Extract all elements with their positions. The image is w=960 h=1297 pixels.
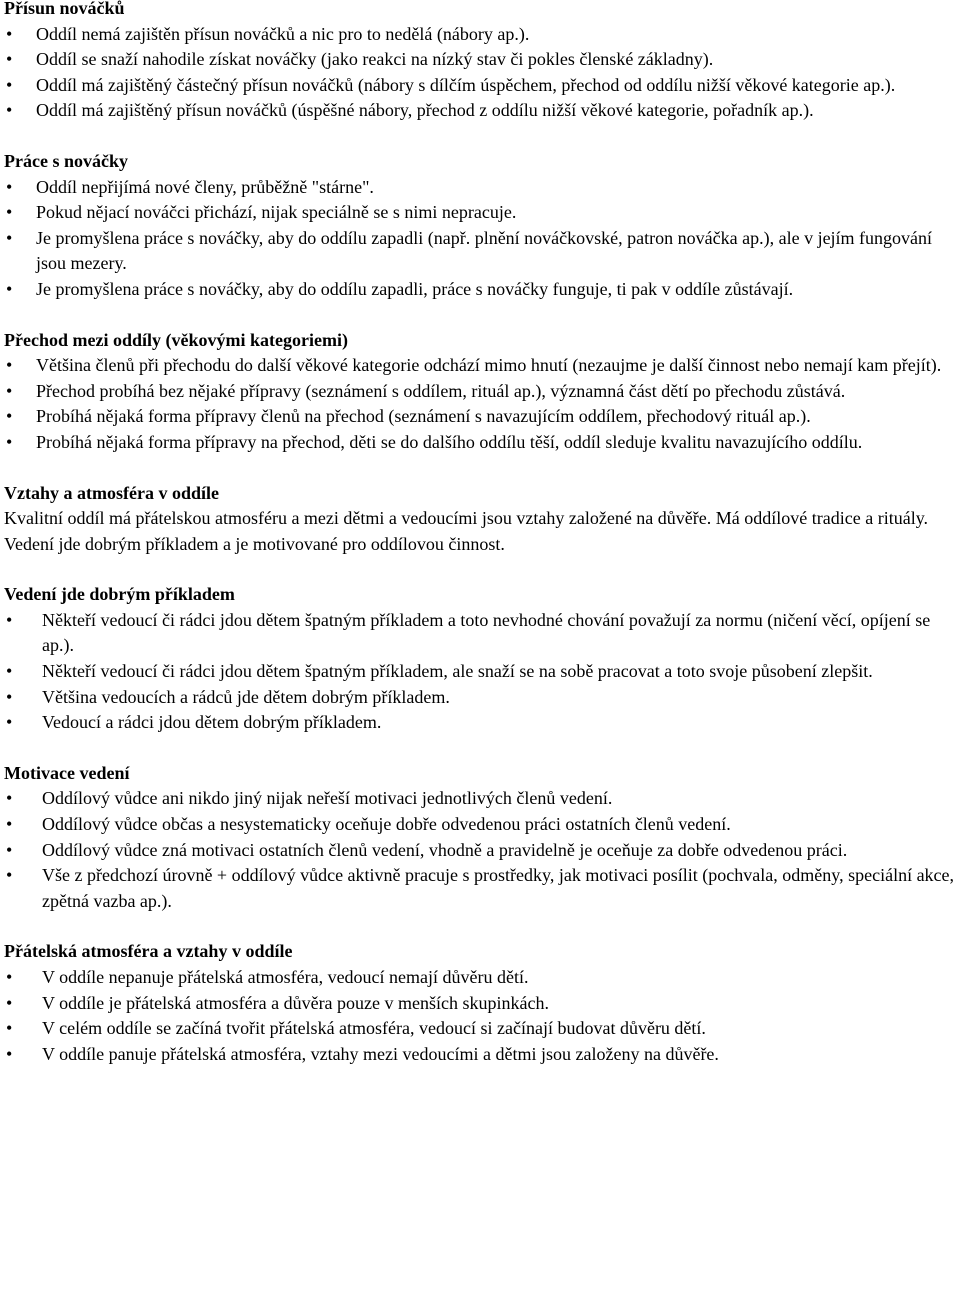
list-item: • Oddíl má zajištěný přísun nováčků (úspěšné nábory, přechod z oddílu nižší věkové kategorie, pořadník ap.). — [4, 98, 960, 124]
list-item: • Je promyšlena práce s nováčky, aby do oddílu zapadli, práce s nováčky funguje, ti pak v oddíle zůstávají. — [4, 277, 960, 303]
list-item: • V celém oddíle se začíná tvořit přátelská atmosféra, vedoucí si začínají budovat důvěru dětí. — [4, 1016, 960, 1042]
section-title: Přechod mezi oddíly (věkovými kategoriemi) — [4, 329, 348, 350]
section-paragraph: Kvalitní oddíl má přátelskou atmosféru a mezi dětmi a vedoucími jsou vztahy založené na důvěře. Má oddílové tradice a rituály. Vedení jde dobrým příkladem a je motivované pro oddílovou činnost. — [4, 508, 929, 554]
section-prechod-mezi-oddily — [4, 328, 960, 456]
section-title: Práce s nováčky — [4, 150, 128, 171]
list-item: • Někteří vedoucí či rádci jdou dětem špatným příkladem a toto nevhodné chování považují za normu (ničení věcí, opíjení se ap.). — [4, 608, 960, 659]
section-title: Motivace vedení — [4, 762, 130, 783]
list-item: • Oddíl nemá zajištěn přísun nováčků a nic pro to nedělá (nábory ap.). — [4, 22, 960, 48]
section-vedeni-jde-prikladem — [4, 582, 960, 736]
list-item: • Vše z předchozí úrovně + oddílový vůdce aktivně pracuje s prostředky, jak motivaci posílit (pochvala, odměny, speciální akce, zpětná vazba ap.). — [4, 863, 960, 914]
section-vztahy-a-atmosfera — [4, 481, 960, 558]
bullet-list — [4, 608, 960, 736]
list-item: • Probíhá nějaká forma přípravy na přechod, děti se do dalšího oddílu těší, oddíl sleduje kvalitu navazujícího oddílu. — [4, 430, 960, 456]
list-item: • Oddílový vůdce občas a nesystematicky oceňuje dobře odvedenou práci ostatních členů vedení. — [4, 812, 960, 838]
list-item: • Je promyšlena práce s nováčky, aby do oddílu zapadli (např. plnění nováčkovské, patron nováčka ap.), ale v jejím fungování jsou mezery. — [4, 226, 960, 277]
list-item: • Probíhá nějaká forma přípravy členů na přechod (seznámení s navazujícím oddílem, přechodový rituál ap.). — [4, 404, 960, 430]
list-item: • V oddíle je přátelská atmosféra a důvěra pouze v menších skupinkách. — [4, 991, 960, 1017]
section-title: Vztahy a atmosféra v oddíle — [4, 482, 219, 503]
bullet-list — [4, 175, 960, 303]
list-item: • Pokud nějací nováčci přichází, nijak speciálně se s nimi nepracuje. — [4, 200, 960, 226]
list-item: • Oddíl má zajištěný částečný přísun nováčků (nábory s dílčím úspěchem, přechod od oddílu nižší věkové kategorie ap.). — [4, 73, 960, 99]
bullet-list — [4, 353, 960, 455]
section-pratelska-atmosfera — [4, 939, 960, 1067]
section-prace-s-novacky — [4, 149, 960, 303]
list-item: • Oddílový vůdce ani nikdo jiný nijak neřeší motivaci jednotlivých členů vedení. — [4, 786, 960, 812]
list-item: • Přechod probíhá bez nějaké přípravy (seznámení s oddílem, rituál ap.), významná část dětí po přechodu zůstává. — [4, 379, 960, 405]
list-item: • Vedoucí a rádci jdou dětem dobrým příkladem. — [4, 710, 960, 736]
list-item: • V oddíle nepanuje přátelská atmosféra, vedoucí nemají důvěru dětí. — [4, 965, 960, 991]
bullet-list — [4, 965, 960, 1067]
section-title: Přísun nováčků — [4, 0, 125, 18]
list-item: • Oddíl se snaží nahodile získat nováčky (jako reakci na nízký stav či pokles členské základny). — [4, 47, 960, 73]
list-item: • Někteří vedoucí či rádci jdou dětem špatným příkladem, ale snaží se na sobě pracovat a toto svoje působení zlepšit. — [4, 659, 960, 685]
section-title: Vedení jde dobrým příkladem — [4, 584, 235, 605]
section-prisun-novacku — [4, 0, 960, 124]
section-title: Přátelská atmosféra a vztahy v oddíle — [4, 941, 293, 962]
bullet-list — [4, 786, 960, 914]
list-item: • V oddíle panuje přátelská atmosféra, vztahy mezi vedoucími a dětmi jsou založeny na důvěře. — [4, 1042, 960, 1068]
bullet-list — [4, 22, 960, 124]
list-item: • Většina členů při přechodu do další věkové kategorie odchází mimo hnutí (nezaujme je další činnost nebo nemají kam přejít). — [4, 353, 960, 379]
list-item: • Většina vedoucích a rádců jde dětem dobrým příkladem. — [4, 685, 960, 711]
list-item: • Oddílový vůdce zná motivaci ostatních členů vedení, vhodně a pravidelně je oceňuje za dobře odvedenou práci. — [4, 838, 960, 864]
list-item: • Oddíl nepřijímá nové členy, průběžně "stárne". — [4, 175, 960, 201]
section-motivace-vedeni — [4, 761, 960, 915]
